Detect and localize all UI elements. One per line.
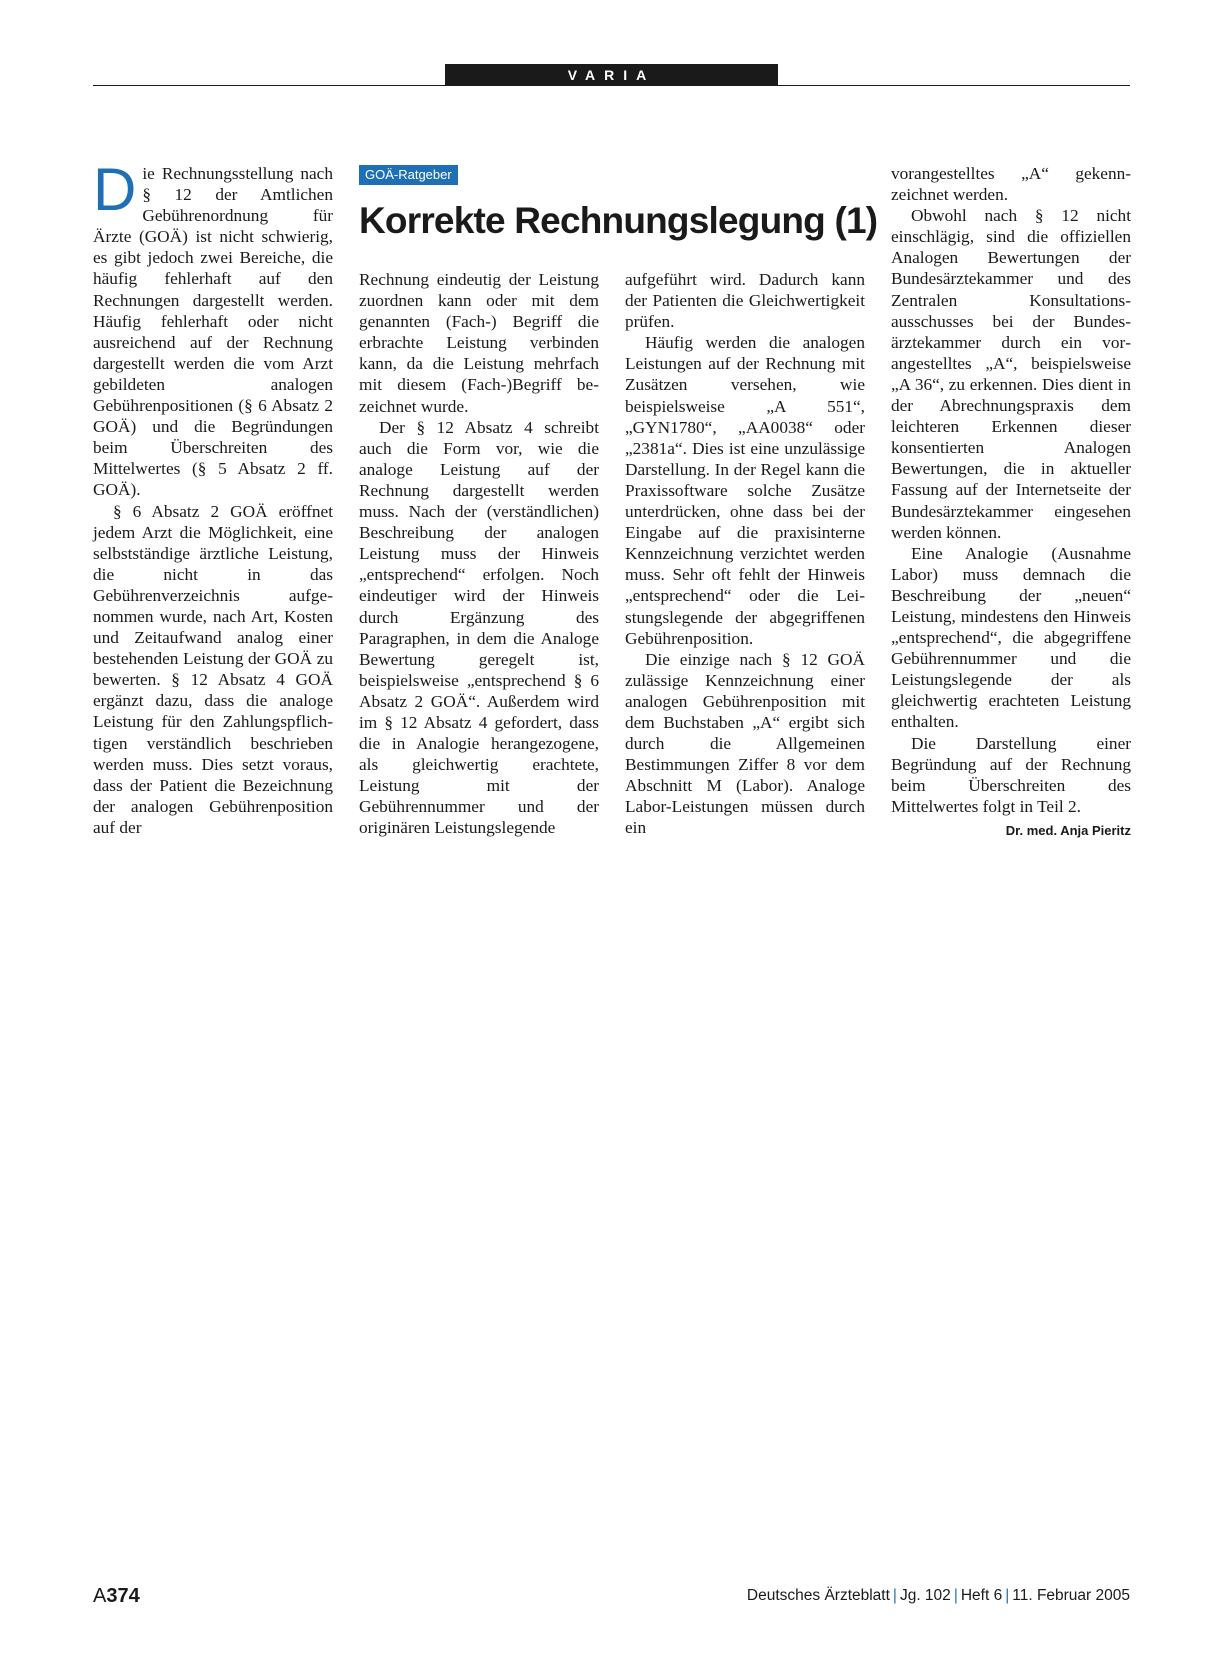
paragraph: Obwohl nach § 12 nicht einschlägig, sind die offiziellen Analogen Bewertungen der Bundesärztekammer und des Zentralen Konsultationsausschusses bei der Bundesärztekammer durch ein vorangestelltes „A“, beispielsweise „A 36“, zu erkennen. Dies dient in der Abrechnungspraxis dem leichteren Erkennen dieser konsentierten Analogen Bewertungen, die in aktueller Fassung auf der Internetseite der Bundesärztekammer eingesehen werden können.	[891, 206, 1131, 542]
article-column-4	[891, 163, 1131, 841]
paragraph: Rechnung eindeutig der Leistung zuordnen kann oder mit dem genannten (Fach-) Begriff die erbrachte Leistung verbinden kann, da die Leistung mehrfach mit diesem (Fach-)Begriff bezeichnet wurde.	[359, 270, 599, 416]
journal-date: 11. Februar 2005	[1012, 1587, 1130, 1604]
paragraph	[891, 733, 1131, 838]
paragraph: Häufig werden die analogen Leistungen auf der Rechnung mit Zusätzen versehen, wie beispielsweise „A 551“, „GYN1780“, „AA0038“ oder „2381a“. Dies ist eine unzulässige Darstellung. In der Regel kann die Praxissoftware solche Zusätze unterdrücken, ohne dass bei der Eingabe auf die praxisinterne Kennzeichnung verzichtet werden muss. Sehr oft fehlt der Hinweis „entsprechend“ oder die Leistungslegende der abgegriffenen Gebührenposition.	[625, 333, 865, 648]
paragraph: vorangestelltes „A“ gekennzeichnet werden.	[891, 164, 1131, 205]
article-category-tag: GOÄ-Ratgeber	[359, 165, 458, 185]
paragraph: ie Rechnungsstellung nach § 12 der Amtlichen Gebührenordnung für Ärzte (GOÄ) ist nicht schwierig, es gibt jedoch zwei Bereiche, die häufig fehlerhaft auf den Rechnungen dargestellt werden. Häufig fehlerhaft oder nicht ausreichend auf der Rechnung dargestellt werden die vom Arzt gebildeten analogen Gebührenpositionen (§ 6 Absatz 2 GOÄ) und die Begründungen beim Überschreiten des Mittelwertes (§ 5 Absatz 2 ff. GOÄ).	[93, 164, 333, 500]
paragraph: Eine Analogie (Ausnahme Labor) muss demnach die Beschreibung der „neuen“ Leistung, mindestens den Hinweis „entsprechend“, die abgegriffene Gebührennummer und die Leistungslegende der als gleichwertig erachteten Leistung enthalten.	[891, 543, 1131, 732]
journal-name: Deutsches Ärzteblatt	[746, 1587, 890, 1604]
footer-separator: |	[892, 1587, 897, 1604]
journal-volume: Jg. 102	[899, 1587, 951, 1604]
page-prefix: A	[93, 1585, 107, 1607]
journal-issue: Heft 6	[960, 1587, 1003, 1604]
paragraph-text: Die Darstellung einer Begründung auf der Rechnung beim Überschreiten des Mittelwertes folgt in Teil 2.	[891, 733, 1131, 816]
footer-separator: |	[953, 1587, 958, 1604]
article-column-2	[359, 269, 599, 839]
page-number-value: 374	[106, 1585, 140, 1607]
page-number	[93, 1585, 140, 1608]
journal-footer	[747, 1587, 1130, 1605]
article-column-1	[93, 156, 333, 838]
section-label: VARIA	[445, 64, 778, 86]
paragraph: § 6 Absatz 2 GOÄ eröffnet jedem Arzt die Möglichkeit, eine selbstständige ärztliche Leistung, die nicht in das Gebührenverzeichnis aufgenommen wurde, nach Art, Kosten und Zeitaufwand analog einer bestehenden Leistung der GOÄ zu bewerten. § 12 Absatz 4 GOÄ ergänzt dazu, dass die analoge Leistung für den Zahlungspflichtigen verständlich beschrieben werden muss. Dies setzt voraus, dass der Patient die Bezeichnung der analogen Gebührenposition auf der	[93, 501, 333, 837]
paragraph: aufgeführt wird. Dadurch kann der Patienten die Gleichwertigkeit prüfen.	[625, 270, 865, 332]
drop-cap: D	[93, 156, 137, 223]
paragraph: Die einzige nach § 12 GOÄ zulässige Kennzeichnung einer analogen Gebührenposition mit dem Buchstaben „A“ ergibt sich durch die Allgemeinen Bestimmungen Ziffer 8 vor dem Abschnitt M (Labor). Analoge Labor-Leistungen müssen durch ein	[625, 649, 865, 838]
paragraph: Der § 12 Absatz 4 schreibt auch die Form vor, wie die analoge Leistung auf der Rechnung dargestellt werden muss. Nach der (verständlichen) Beschreibung der analogen Leistung muss der Hinweis „entsprechend“ erfolgen. Noch eindeutiger wird der Hinweis durch Ergänzung des Paragraphen, in dem die Analoge Bewertung geregelt ist, beispielsweise „entsprechend § 6 Absatz 2 GOÄ“. Außerdem wird im § 12 Absatz 4 gefordert, dass die in Analogie herangezogene, als gleichwertig erachtete, Leistung mit der Gebührennummer und der originären Leistungslegende	[359, 417, 599, 838]
article-column-3	[625, 269, 865, 839]
article-title: Korrekte Rechnungslegung (1)	[359, 200, 878, 241]
author-byline: Dr. med. Anja Pieritz	[1005, 822, 1131, 838]
footer-separator: |	[1005, 1587, 1010, 1604]
